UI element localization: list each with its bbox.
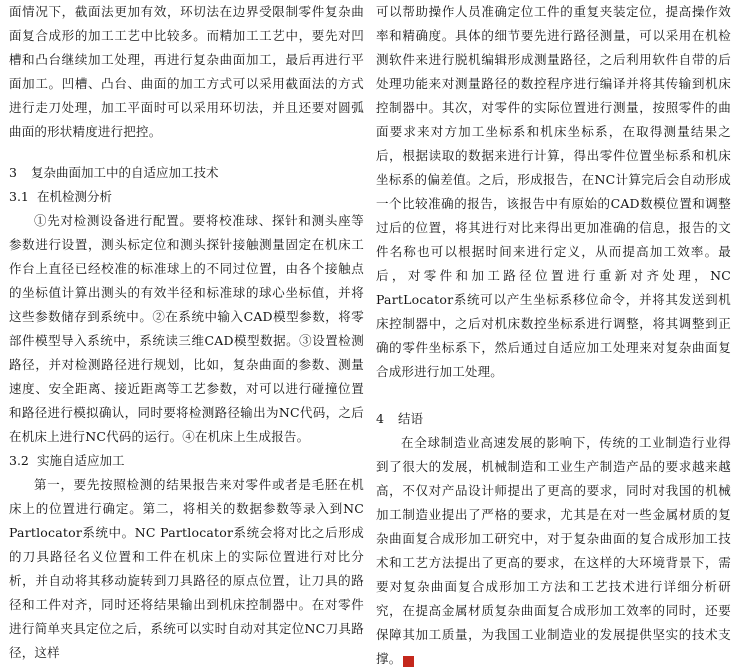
right-column — [376, 0, 731, 671]
paragraph-continued: 可以帮助操作人员准确定位工件的重复夹装定位，提高操作效率和精确度。具体的细节要先进行路径测量，可以采用在机检测软件来进行脱机编辑形成测量路径，之后利用软件自带的后处理功能来对测量路径的数控程序进行编译并将其传输到机床控制器中。其次，对零件的实际位置进行测量，按照零件的曲面要求来对方加工坐标系和机床坐标系，在取得测量结果之后，根据读取的数据来进行计算，得出零件位置坐标系和机床坐标系的偏差值。之后，形成报告，在NC计算完后会自动形成一个比较准确的报告，该报告中有原始的CAD数模位置和调整过后的位置，将其进行对比来得出更加准确的信息，报告的文件名称也可以根据时间来进行定义，从而提高加工效率。最后，对零件和加工路径位置进行重新对齐处理，NC PartLocator系统可以产生坐标系移位命令，并将其发送到机床控制器中，之后对机床数控坐标系进行调整，将其调整到正确的零件坐标系下，然后通过自适应加工处理来对复杂曲面复合成形进行加工处理。 — [376, 4, 731, 379]
section-number: 3.2 — [9, 453, 29, 468]
section-3-2-heading — [9, 449, 364, 473]
section-title: 在机检测分析 — [37, 189, 113, 204]
section-3-1-heading — [9, 185, 364, 209]
paragraph-3-1: ①先对检测设备进行配置。要将校准球、探针和测头座等参数进行设置，测头标定位和测头探针接触测量固定在机床工作台上直径已经校准的标准球上的不同过位置，由各个接触点的坐标值计算出测头的有效半径和标准球的球心坐标值，并将这些参数储存到系统中。②在系统中输入CAD模型参数，将零部件模型导入系统中，系统读三维CAD模型数据。③设置检测路径，并对检测路径进行规划，比如，复杂曲面的参数、测量速度、安全距离、接近距离等工艺参数，对可以进行碰撞位置和路径进行模拟确认，同时要将检测路径输出为NC代码，之后在机床上进行NC代码的运行。④在机床上生成报告。 — [9, 213, 364, 444]
conclusion-text: 在全球制造业高速发展的影响下，传统的工业制造行业得到了很大的发展，机械制造和工业生产制造产品的要求越来越高，不仅对产品设计师提出了更高的要求，同时对我国的机械加工制造业提出了严格的要求，尤其是在对一些金属材质的复杂曲面复合成形加工研究中，对于复杂曲面的复合成形加工技术和工艺方法提出了更高的要求，在这样的大环境背景下，需要对复杂曲面复合成形加工方法和工艺技术进行详细分析研究，在提高金属材质复杂曲面复合成形加工效率的同时，还要保障其加工质量，为我国工业制造业的发展提供坚实的技术支撑。 — [376, 435, 731, 666]
section-number: 3.1 — [9, 189, 29, 204]
section-number: 3 — [9, 165, 17, 180]
section-3-heading — [9, 161, 364, 185]
section-4-heading — [376, 407, 731, 431]
section-title: 实施自适应加工 — [37, 453, 125, 468]
section-number: 4 — [376, 411, 384, 426]
section-title: 结语 — [398, 411, 424, 426]
paragraph-3-2: 第一，要先按照检测的结果报告来对零件或者是毛胚在机床上的位置进行确定。第二，将相关的数据参数等录入到NC Partlocator系统中。NC Partlocator系统会将对比之后形成的刀具路径名义位置和工件在机床上的实际位置进行对比分析，并自动将其移动旋转到刀具路径的原点位置，让刀具的路径和工件对齐，同时还将结果输出到机床控制器中。在对零件进行简单夹具定位之后，系统可以实时自动对其定位NC刀具路径，这样 — [9, 477, 364, 660]
end-mark-icon: 匪 — [403, 656, 414, 667]
paragraph-continued: 面情况下，截面法更加有效，环切法在边界受限制零件复杂曲面复合成形的加工工艺中比较多。而精加工工艺中，要先对凹槽和凸台继续加工处理，再进行复杂曲面加工，最后再进行平面加工。凹槽、凸台、曲面的加工方式可以采用截面法的方式进行走刀处理，加工平面时可以采用环切法，并且还要对圆弧曲面的形状精度进行把控。 — [9, 4, 364, 139]
section-title: 复杂曲面加工中的自适应加工技术 — [31, 165, 219, 180]
paragraph-conclusion — [376, 431, 731, 671]
left-column — [9, 0, 364, 665]
